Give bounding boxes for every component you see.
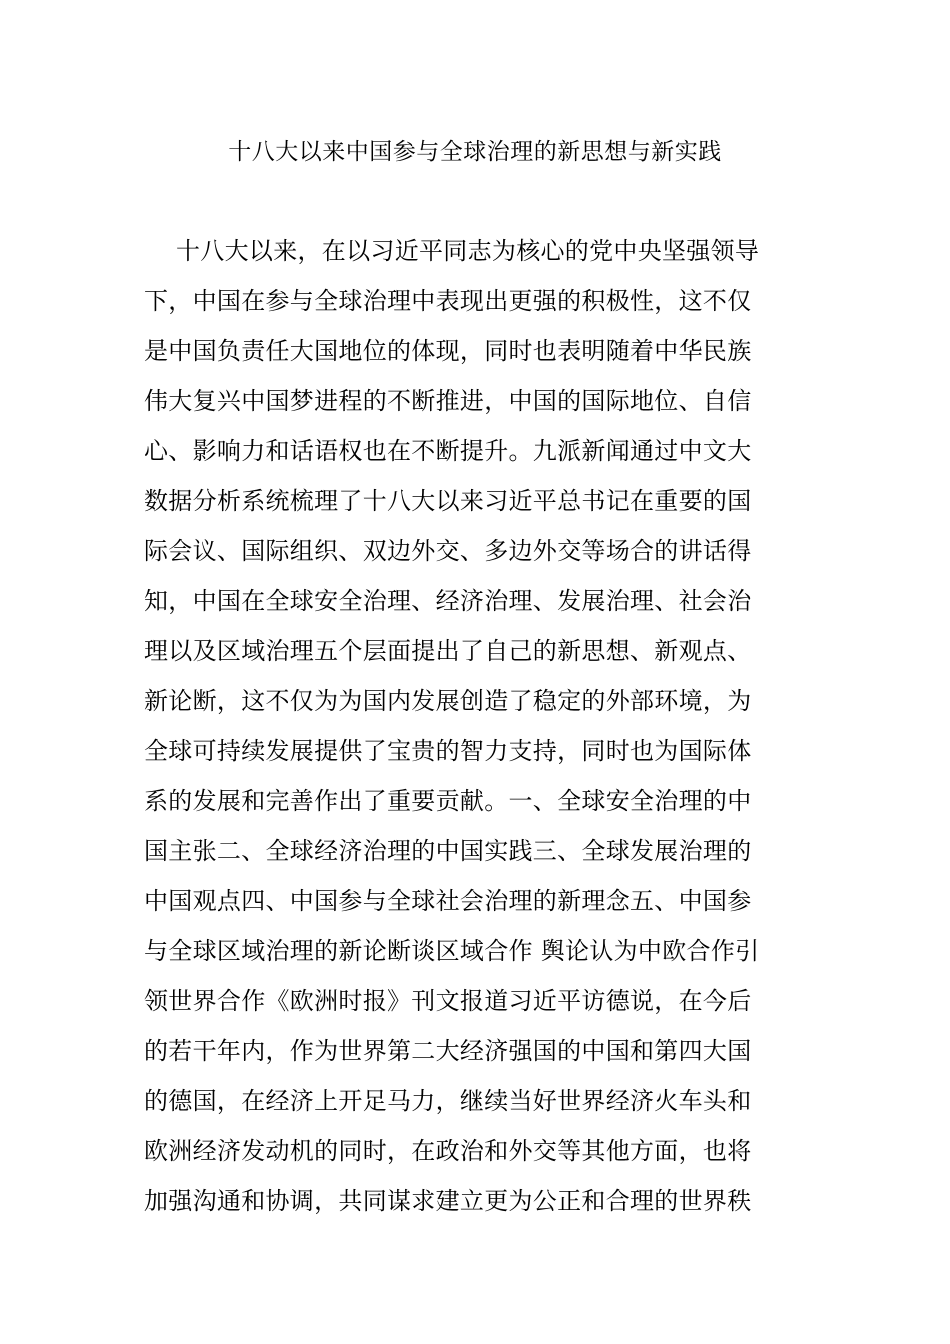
body-line: 的若干年内，作为世界第二大经济强国的中国和第四大国: [144, 1037, 752, 1065]
body-line: 是中国负责任大国地位的体现，同时也表明随着中华民族: [144, 337, 752, 365]
body-line: 际会议、国际组织、双边外交、多边外交等场合的讲话得: [144, 537, 752, 565]
body-line: 新论断，这不仅为为国内发展创造了稳定的外部环境，为: [144, 687, 752, 715]
body-line: 中国观点四、中国参与全球社会治理的新理念五、中国参: [144, 887, 752, 915]
body-line: 下，中国在参与全球治理中表现出更强的积极性，这不仅: [144, 287, 752, 315]
body-line: 数据分析系统梳理了十八大以来习近平总书记在重要的国: [144, 487, 752, 515]
body-line: 伟大复兴中国梦进程的不断推进，中国的国际地位、自信: [144, 387, 752, 415]
body-line: 的德国，在经济上开足马力，继续当好世界经济火车头和: [144, 1087, 752, 1115]
document-title: 十八大以来中国参与全球治理的新思想与新实践: [228, 139, 722, 165]
body-line: 系的发展和完善作出了重要贡献。一、全球安全治理的中: [144, 787, 752, 815]
body-line: 与全球区域治理的新论断谈区域合作 舆论认为中欧合作引: [144, 937, 760, 965]
body-line: 领世界合作《欧洲时报》刊文报道习近平访德说，在今后: [144, 987, 752, 1015]
body-line: 全球可持续发展提供了宝贵的智力支持，同时也为国际体: [144, 737, 752, 765]
body-line: 国主张二、全球经济治理的中国实践三、全球发展治理的: [144, 837, 752, 865]
body-line: 理以及区域治理五个层面提出了自己的新思想、新观点、: [144, 637, 752, 665]
body-line: 欧洲经济发动机的同时，在政治和外交等其他方面，也将: [144, 1137, 752, 1165]
body-line: 十八大以来，在以习近平同志为核心的党中央坚强领导: [176, 237, 760, 265]
body-line: 加强沟通和协调，共同谋求建立更为公正和合理的世界秩: [144, 1187, 752, 1215]
body-line: 心、影响力和话语权也在不断提升。九派新闻通过中文大: [144, 437, 752, 465]
body-line: 知，中国在全球安全治理、经济治理、发展治理、社会治: [144, 587, 752, 615]
